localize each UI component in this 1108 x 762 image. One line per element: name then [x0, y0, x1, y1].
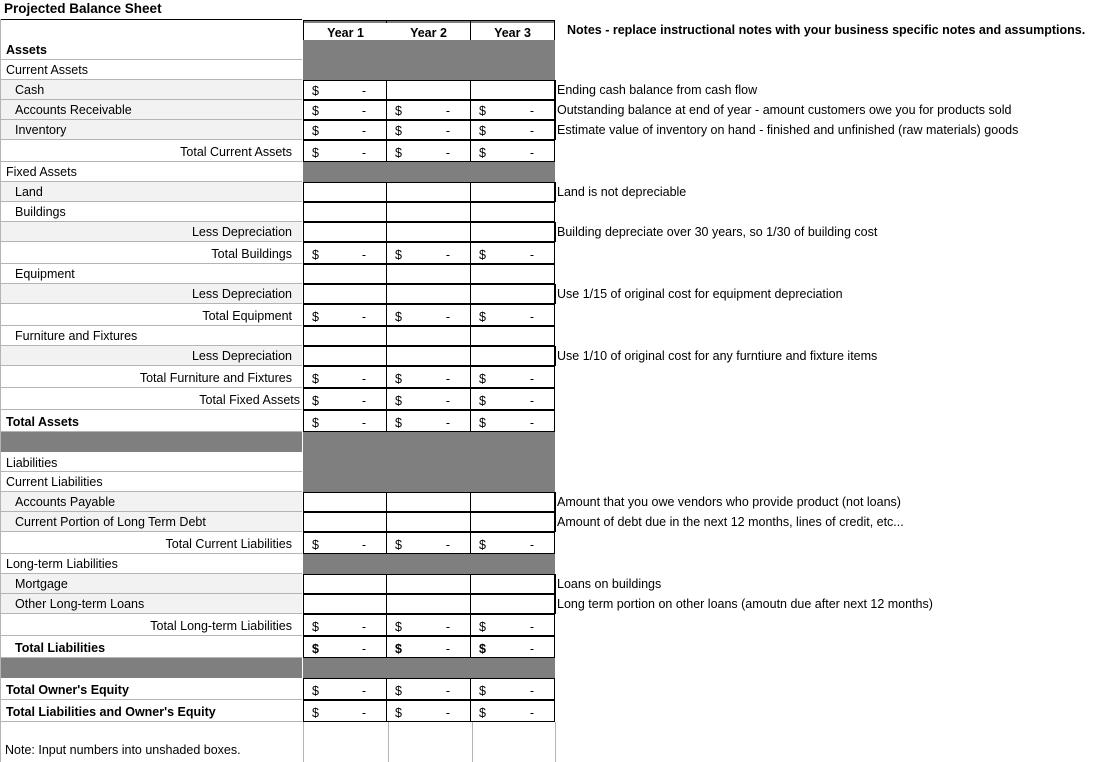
ta-year3: $ -: [471, 410, 555, 432]
cltd-year3[interactable]: [471, 512, 555, 532]
label-total-owners-equity: Total Owner's Equity: [0, 678, 302, 700]
year2-header-cell: [387, 20, 471, 40]
row-spacer-2: [0, 658, 1108, 678]
furniture-dep-year1[interactable]: [303, 346, 387, 366]
row-total-liab-equity: [0, 700, 1108, 722]
note-current-ltd: Amount of debt due in the next 12 months, lines of credit, etc...: [557, 515, 904, 529]
tf-year1: $ -: [303, 366, 387, 388]
oltl-year2[interactable]: [387, 594, 471, 614]
note-furniture-dep: Use 1/10 of original cost for any furntiure and fixture items: [557, 349, 878, 363]
label-liabilities: Liabilities: [0, 452, 302, 472]
equipment-year3[interactable]: [471, 264, 555, 284]
tcl-year3: $ -: [471, 532, 555, 554]
label-total-fixed-assets: Total Fixed Assets: [0, 388, 302, 410]
cltd-year2[interactable]: [387, 512, 471, 532]
land-year1[interactable]: [303, 182, 387, 202]
row-furniture-dep: [0, 346, 1108, 366]
furniture-year2[interactable]: [387, 326, 471, 346]
cash-year1: $ -: [303, 80, 387, 100]
ta-year1: $ -: [303, 410, 387, 432]
toe-year3: $ -: [471, 678, 555, 700]
gray-band: [303, 162, 555, 182]
row-total-current-liabilities: [0, 532, 1108, 554]
header-row: [0, 20, 1108, 40]
footnote: Note: Input numbers into unshaded boxes.: [5, 743, 241, 757]
row-assets: [0, 40, 1108, 60]
tca-year1: $ -: [303, 140, 387, 162]
tfa-year3: $ -: [471, 388, 555, 410]
row-fixed-assets: [0, 162, 1108, 182]
buildings-dep-year1[interactable]: [303, 222, 387, 242]
mortgage-year2[interactable]: [387, 574, 471, 594]
row-lt-liabilities: [0, 554, 1108, 574]
equipment-year2[interactable]: [387, 264, 471, 284]
row-total-current-assets: [0, 140, 1108, 162]
row-total-owners-equity: [0, 678, 1108, 700]
ap-year3[interactable]: [471, 492, 555, 512]
ta-year2: $ -: [387, 410, 471, 432]
toe-year2: $ -: [387, 678, 471, 700]
row-current-liabilities: [0, 472, 1108, 492]
tl-year1: $ -: [303, 636, 387, 658]
furniture-year3[interactable]: [471, 326, 555, 346]
toe-year1: $ -: [303, 678, 387, 700]
tle-year1: $ -: [303, 700, 387, 722]
tcl-year1: $ -: [303, 532, 387, 554]
gray-band: [303, 554, 555, 574]
gray-band: [303, 472, 555, 492]
tl-year2: $ -: [387, 636, 471, 658]
inventory-year2: $ -: [387, 120, 471, 140]
row-spacer-1: [0, 432, 1108, 452]
furniture-year1[interactable]: [303, 326, 387, 346]
buildings-dep-year3[interactable]: [471, 222, 555, 242]
row-inventory: [0, 120, 1108, 140]
label-ap: Accounts Payable: [0, 492, 302, 512]
label-total-furniture: Total Furniture and Fixtures: [0, 366, 302, 388]
row-total-buildings: [0, 242, 1108, 264]
row-ar: [0, 100, 1108, 120]
mortgage-year1[interactable]: [303, 574, 387, 594]
mortgage-year3[interactable]: [471, 574, 555, 594]
note-ar: Outstanding balance at end of year - amount customers owe you for products sold: [557, 103, 1012, 117]
row-equipment: [0, 264, 1108, 284]
row-total-fixed-assets: [0, 388, 1108, 410]
label-cash: Cash: [0, 80, 302, 100]
ar-year1: $ -: [303, 100, 387, 120]
tb-year1: $ -: [303, 242, 387, 264]
label-total-liab-equity: Total Liabilities and Owner's Equity: [0, 700, 302, 722]
tltl-year2: $ -: [387, 614, 471, 636]
oltl-year3[interactable]: [471, 594, 555, 614]
inventory-year3: $ -: [471, 120, 555, 140]
label-total-equipment: Total Equipment: [0, 304, 302, 326]
row-furniture: [0, 326, 1108, 346]
buildings-year1[interactable]: [303, 202, 387, 222]
gray-band: [0, 658, 302, 678]
label-total-current-liabilities: Total Current Liabilities: [0, 532, 302, 554]
ap-year2[interactable]: [387, 492, 471, 512]
label-total-assets: Total Assets: [0, 410, 302, 432]
label-furniture-dep: Less Depreciation: [0, 346, 302, 366]
equipment-dep-year1[interactable]: [303, 284, 387, 304]
row-equipment-dep: [0, 284, 1108, 304]
tltl-year1: $ -: [303, 614, 387, 636]
inventory-year1: $ -: [303, 120, 387, 140]
label-total-buildings: Total Buildings: [0, 242, 302, 264]
label-buildings: Buildings: [0, 202, 302, 222]
furniture-dep-year3[interactable]: [471, 346, 555, 366]
label-equipment: Equipment: [0, 264, 302, 284]
te-year1: $ -: [303, 304, 387, 326]
note-inventory: Estimate value of inventory on hand - finished and unfinished (raw materials) goods: [557, 123, 1019, 137]
notes-header: Notes - replace instructional notes with your business specific notes and assumptions.: [567, 23, 1086, 37]
note-ap: Amount that you owe vendors who provide product (not loans): [557, 495, 901, 509]
note-mortgage: Loans on buildings: [557, 577, 662, 591]
row-total-assets: [0, 410, 1108, 432]
buildings-year2[interactable]: [387, 202, 471, 222]
cltd-year1[interactable]: [303, 512, 387, 532]
row-cash: [0, 80, 1108, 100]
tcl-year2: $ -: [387, 532, 471, 554]
note-buildings-dep: Building depreciate over 30 years, so 1/30 of building cost: [557, 225, 878, 239]
label-buildings-dep: Less Depreciation: [0, 222, 302, 242]
label-current-liabilities: Current Liabilities: [0, 472, 302, 492]
land-year2[interactable]: [387, 182, 471, 202]
row-total-furniture: [0, 366, 1108, 388]
label-current-ltd: Current Portion of Long Term Debt: [0, 512, 302, 532]
equipment-year1[interactable]: [303, 264, 387, 284]
note-other-lt-loans: Long term portion on other loans (amoutn due after next 12 months): [557, 597, 933, 611]
year1-header-cell: [303, 20, 387, 40]
row-ap: [0, 492, 1108, 512]
te-year2: $ -: [387, 304, 471, 326]
note-cash: Ending cash balance from cash flow: [557, 83, 758, 97]
note-land: Land is not depreciable: [557, 185, 687, 199]
tf-year2: $ -: [387, 366, 471, 388]
label-inventory: Inventory: [0, 120, 302, 140]
row-land: [0, 182, 1108, 202]
tfa-year2: $ -: [387, 388, 471, 410]
label-equipment-dep: Less Depreciation: [0, 284, 302, 304]
label-lt-liabilities: Long-term Liabilities: [0, 554, 302, 574]
row-current-assets: [0, 60, 1108, 80]
label-mortgage: Mortgage: [0, 574, 302, 594]
tle-year2: $ -: [387, 700, 471, 722]
label-assets: Assets: [0, 40, 302, 60]
year1-header: Year 1: [304, 23, 387, 41]
buildings-year3[interactable]: [471, 202, 555, 222]
label-total-liabilities: Total Liabilities: [0, 636, 302, 658]
cash-year3[interactable]: [471, 80, 555, 100]
tle-year3: $ -: [471, 700, 555, 722]
tb-year3: $ -: [471, 242, 555, 264]
tfa-year1: $ -: [303, 388, 387, 410]
note-equipment-dep: Use 1/15 of original cost for equipment depreciation: [557, 287, 843, 301]
sheet-title: Projected Balance Sheet: [4, 1, 162, 16]
tltl-year3: $ -: [471, 614, 555, 636]
row-total-equipment: [0, 304, 1108, 326]
year2-header: Year 2: [387, 23, 470, 41]
tca-year3: $ -: [471, 140, 555, 162]
row-buildings-dep: [0, 222, 1108, 242]
equipment-dep-year3[interactable]: [471, 284, 555, 304]
furniture-dep-year2[interactable]: [387, 346, 471, 366]
buildings-dep-year2[interactable]: [387, 222, 471, 242]
label-total-lt-liabilities: Total Long-term Liabilities: [0, 614, 302, 636]
label-current-assets: Current Assets: [0, 60, 302, 80]
ar-year2: $ -: [387, 100, 471, 120]
gray-band: [303, 452, 555, 472]
gray-band: [303, 432, 555, 452]
gray-band: [0, 432, 302, 452]
ar-year3: $ -: [471, 100, 555, 120]
cash-year2[interactable]: [387, 80, 471, 100]
land-year3[interactable]: [471, 182, 555, 202]
row-current-ltd: [0, 512, 1108, 532]
label-ar: Accounts Receivable: [0, 100, 302, 120]
gray-band: [303, 60, 555, 80]
ap-year1[interactable]: [303, 492, 387, 512]
row-buildings: [0, 202, 1108, 222]
gray-band: [303, 40, 555, 60]
label-fixed-assets: Fixed Assets: [0, 162, 302, 182]
tca-year2: $ -: [387, 140, 471, 162]
oltl-year1[interactable]: [303, 594, 387, 614]
gray-band: [303, 658, 555, 678]
row-other-lt-loans: [0, 594, 1108, 614]
bottom-grid: [303, 722, 556, 762]
row-mortgage: [0, 574, 1108, 594]
label-total-current-assets: Total Current Assets: [0, 140, 302, 162]
tl-year3: $ -: [471, 636, 555, 658]
label-land: Land: [0, 182, 302, 202]
te-year3: $ -: [471, 304, 555, 326]
label-furniture: Furniture and Fixtures: [0, 326, 302, 346]
year3-header-cell: [471, 20, 555, 40]
tb-year2: $ -: [387, 242, 471, 264]
equipment-dep-year2[interactable]: [387, 284, 471, 304]
tf-year3: $ -: [471, 366, 555, 388]
year3-header: Year 3: [471, 23, 554, 41]
label-other-lt-loans: Other Long-term Loans: [0, 594, 302, 614]
row-total-liabilities: [0, 636, 1108, 658]
row-total-lt-liabilities: [0, 614, 1108, 636]
row-liabilities: [0, 452, 1108, 472]
